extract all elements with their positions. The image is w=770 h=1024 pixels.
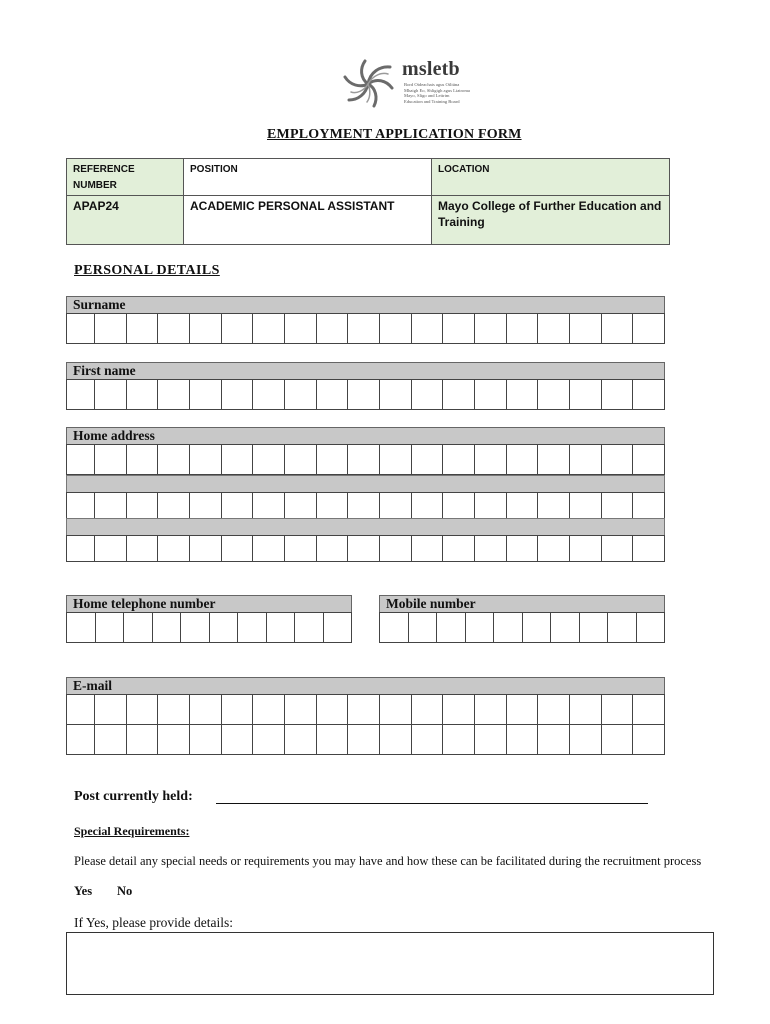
- post-currently-held-input-line[interactable]: [216, 803, 648, 804]
- personal-details-title: PERSONAL DETAILS: [74, 263, 220, 278]
- yes-option[interactable]: Yes: [74, 884, 93, 898]
- position-value: ACADEMIC PERSONAL ASSISTANT: [184, 195, 432, 244]
- home-address-line-3-grid[interactable]: [66, 535, 665, 562]
- mobile-number-label: Mobile number: [379, 595, 665, 613]
- special-requirements-title: Special Requirements:: [74, 824, 190, 838]
- email-label: E-mail: [66, 677, 665, 695]
- logo-subtitle: Bord Oideachais agus Oiliúna Mhaigh Eo, Shligigh agus Liatroma Mayo, Sligo and Leitrim Education and Training Board: [404, 82, 470, 104]
- reference-number-value: APAP24: [67, 195, 184, 244]
- location-header: LOCATION: [438, 164, 490, 175]
- mobile-number-input-grid[interactable]: [379, 612, 665, 643]
- form-title: EMPLOYMENT APPLICATION FORM: [267, 127, 522, 142]
- reference-number-header: REFERENCE NUMBER: [67, 159, 184, 195]
- home-telephone-label: Home telephone number: [66, 595, 352, 613]
- home-address-separator: [66, 518, 665, 536]
- surname-input-grid[interactable]: [66, 313, 665, 344]
- post-currently-held-label: Post currently held:: [74, 789, 193, 804]
- home-address-line-2-grid[interactable]: [66, 492, 665, 519]
- email-input-grid-row-1[interactable]: [66, 694, 665, 725]
- position-header: POSITION: [184, 159, 432, 195]
- home-address-line-1-grid[interactable]: [66, 444, 665, 475]
- surname-label: Surname: [66, 296, 665, 314]
- special-requirements-text: Please detail any special needs or requirements you may have and how these can be facilitated during the recruitment process: [74, 854, 702, 868]
- home-address-label: Home address: [66, 427, 665, 445]
- no-option[interactable]: No: [117, 884, 133, 898]
- logo-wordmark: msletb: [402, 58, 460, 80]
- reference-table: [66, 158, 670, 245]
- details-label: If Yes, please provide details:: [74, 915, 233, 930]
- home-address-separator: [66, 475, 665, 493]
- msletb-logo-icon: [340, 58, 396, 110]
- email-input-grid-row-2[interactable]: [66, 724, 665, 755]
- first-name-input-grid[interactable]: [66, 379, 665, 410]
- first-name-label: First name: [66, 362, 665, 380]
- location-value: Mayo College of Further Education and Training: [432, 195, 669, 244]
- home-telephone-input-grid[interactable]: [66, 612, 352, 643]
- details-textarea[interactable]: [66, 932, 714, 995]
